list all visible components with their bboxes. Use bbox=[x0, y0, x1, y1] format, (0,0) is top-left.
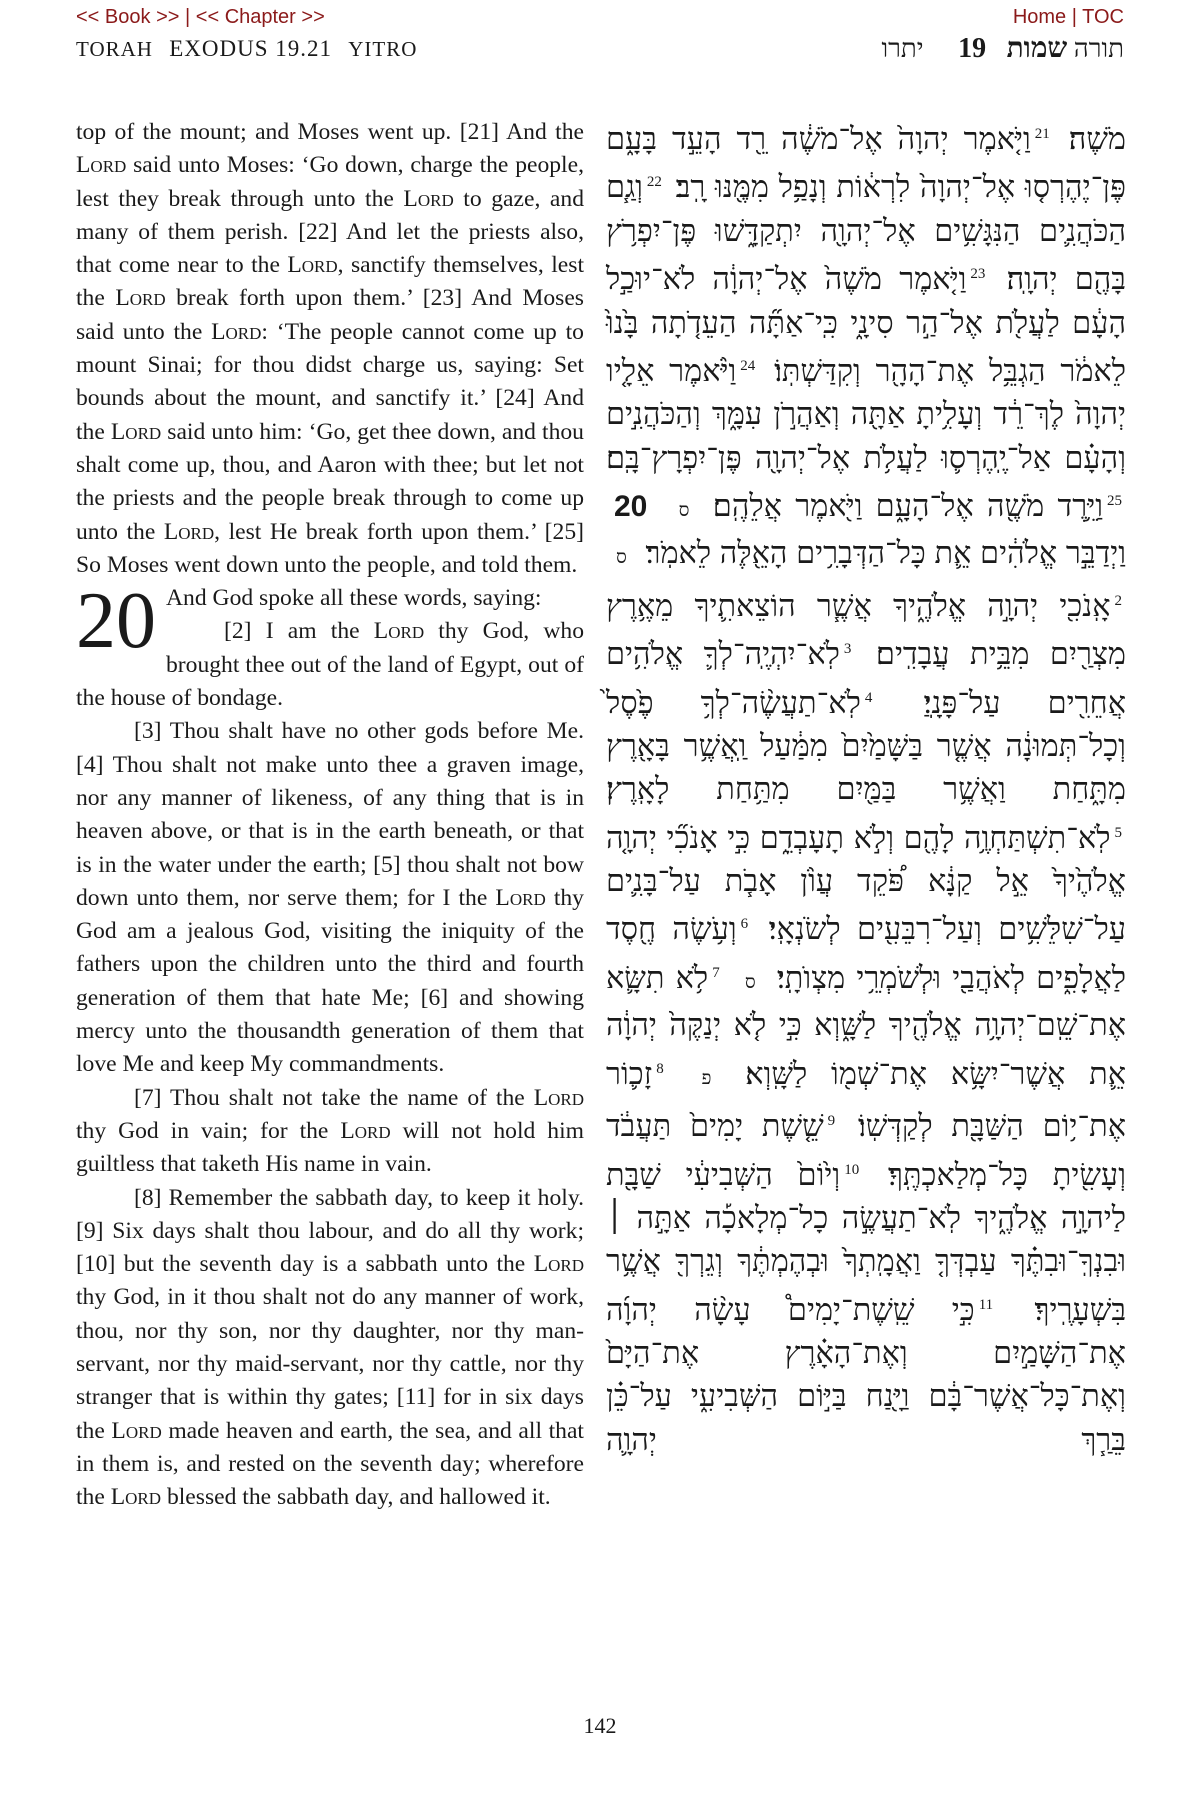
header-hebrew-book: שמות bbox=[1006, 33, 1068, 64]
english-paragraph: top of the mount; and Moses went up. [21] And the Lord said unto Moses: ‘Go down, charge the people, lest they break through unto the Lord to gaze, and many of them perish. [22] And let the priests also, that come near to the Lord, sanctify themselves, lest the Lord break forth upon them.’ [23] And Moses said unto the Lord: ‘The people cannot come up to mount Sinai; for thou didst charge us, saying: Set bounds about the mount, and sanctify it.’ [24] And the Lord said unto him: ‘Go, get thee down, and thou shalt come up, thou, and Aaron with thee; but let not the priests and the people break through to come up unto the Lord, lest He break forth upon them.’ [25] So Moses went down unto the people, and told them. bbox=[76, 119, 584, 578]
english-paragraph: [2] I am the Lord thy God, who brought thee out of the land of Egypt, out of the house of bondage. bbox=[76, 618, 585, 712]
toc-link[interactable]: TOC bbox=[1082, 5, 1124, 28]
verse-number: 22 bbox=[646, 174, 662, 191]
header-torah-label: TORAH bbox=[76, 37, 153, 61]
verse-number: 8 bbox=[656, 1060, 664, 1077]
verse-number: 21 bbox=[1034, 126, 1050, 142]
header-parasha-label: YITRO bbox=[348, 37, 418, 61]
nav-separator: | bbox=[185, 5, 191, 28]
book-chapter-nav bbox=[76, 6, 325, 29]
header-hebrew-chapter: 19 bbox=[958, 33, 987, 64]
prev-chapter-link[interactable]: << bbox=[195, 5, 220, 28]
english-running-head bbox=[76, 36, 417, 62]
running-header bbox=[76, 32, 1124, 66]
hebrew-running-head bbox=[881, 33, 1124, 65]
english-paragraph: 20 And God spoke all these words, saying: bbox=[76, 577, 542, 666]
verse-number: 25 bbox=[1107, 493, 1123, 509]
page-number: 142 bbox=[583, 1713, 617, 1738]
verse-number: 3 bbox=[843, 641, 852, 658]
home-link[interactable]: Home bbox=[1012, 5, 1067, 28]
hebrew-text-column: מֹשֶׁה׃ $^{21}$וַיֹּ֤אמֶר יְהוָה֙ אֶל־מֹשֶׁ֔ה רֵ֖ד הָעֵ֣ד בָּעָ֑ם פֶּן־יֶהֶרְס֤וּ אֶל־יְהוָה֙ לִרְא֔וֹת וְנָפַ֥ל מִמֶּ֖נּוּ רָֽב׃ $^{22}$וְגַ֧ם הַכֹּהֲנִ֛ים הַנִּגָּשִׁ֥ים אֶל־יְהוָ֖ה יִתְקַדָּ֑שׁוּ פֶּן־יִפְרֹ֥ץ בָּהֶ֖ם יְהוָֽה׃ $^{23}$וַיֹּ֤אמֶר מֹשֶׁה֙ אֶל־יְהוָ֔ה לֹא־יוּכַ֣ל הָעָ֔ם לַעֲלֹ֖ת אֶל־הַ֣ר סִינָ֑י כִּֽי־אַתָּ֞ה הַעֵדֹ֤תָה בָּ֙נוּ֙ לֵאמֹ֔ר הַגְבֵּ֥ל אֶת־הָהָ֖ר וְקִדַּשְׁתּֽוֹ׃ $^{24}$וַיֹּ֨אמֶר אֵלָ֤יו יְהוָה֙ לֶךְ־רֵ֔ד וְעָלִ֥יתָ אַתָּ֖ה וְאַהֲרֹ֣ן עִמָּ֑ךְ וְהַכֹּהֲנִ֣ים וְהָעָ֗ם אַל־יֶֽהֶרְס֛וּ לַעֲלֹ֥ת אֶל־יְהוָ֖ה פֶּן־יִפְרָץ־בָּֽם׃ $^{25}$וַיֵּ֥רֶד מֹשֶׁ֖ה אֶל־הָעָ֑ם וַיֹּ֖אמֶר אֲלֵהֶֽם׃ ס 20 וַיְדַבֵּ֣ר אֱלֹהִ֔ים אֵ֛ת כָּל־הַדְּבָרִ֥ים הָאֵ֖לֶּה לֵאמֹֽר׃ ס $^2$אָֽנֹכִ֖י יְהוָ֣ה אֱלֹהֶ֑יךָ אֲשֶׁ֧ר הוֹצֵאתִ֛יךָ מֵאֶ֥רֶץ מִצְרַ֖יִם מִבֵּ֥ית עֲבָדִֽים׃ $^3$לֹֽא־יִהְיֶֽה־לְךָ֛ אֱלֹהִ֥ים אֲחֵרִ֖ים עַל־פָּנָֽיַ׃ $^4$לֹֽא־תַעֲשֶׂ֨ה־לְךָ֥ פֶ֙סֶל֙ וְכָל־תְּמוּנָ֔ה אֲשֶׁ֤ר בַּשָּׁמַ֙יִם֙ מִמַּ֔עַל וַֽאֲשֶׁ֥ר בָּאָ֖רֶץ מִתָּ֑חַת וַאֲשֶׁ֥ר בַּמַּ֖יִם מִתַּ֥חַת לָאָֽרֶץ׃ $^5$לֹֽא־תִשְׁתַּחְוֶ֥ה לָהֶ֖ם וְלֹ֣א תָעָבְדֵ֑ם כִּ֣י אָנֹכִ֞י יְהוָ֤ה אֱלֹהֶ֙יךָ֙ אֵ֣ל קַנָּ֔א פֹּ֠קֵד עֲוֺ֨ן אָבֹ֧ת עַל־בָּנִ֛ים עַל־שִׁלֵּשִׁ֥ים וְעַל־רִבֵּעִ֖ים לְשֹׂנְאָֽי׃ $^6$וְעֹ֥שֶׂה חֶ֖סֶד לַאֲלָפִ֑ים לְאֹהֲבַ֖י וּלְשֹׁמְרֵ֥י מִצְוֺתָֽי׃ ס $^7$לֹ֥א תִשָּׂ֛א אֶת־שֵֽׁם־יְהוָ֥ה אֱלֹהֶ֖יךָ לַשָּׁ֑וְא כִּ֣י לֹ֤א יְנַקֶּה֙ יְהוָ֔ה אֵ֛ת אֲשֶׁר־יִשָּׂ֥א אֶת־שְׁמ֖וֹ לַשָּֽׁוְא׃ פ $^8$זָכ֛וֹר אֶת־י֥וֹם הַשַּׁבָּ֖ת לְקַדְּשֽׁוֹ׃ $^9$שֵׁ֤שֶׁת יָמִים֙ תַּעֲבֹ֔ד וְעָשִׂ֖יתָ כָּל־מְלַאכְתֶּֽךָ׃ $^{10}$וְי֙וֹם֙ הַשְּׁבִיעִ֔י שַׁבָּ֖ת לַיהוָ֣ה אֱלֹהֶ֑יךָ לֹֽא־תַעֲשֶׂ֣ה כָל־מְלָאכָ֡ה אַתָּ֣ה ׀ וּבִנְךָֽ־וּבִתֶּ֗ךָ עַבְדְּךָ֤ וַאֲמָֽתְךָ֙ וּבְהֶמְתֶּ֔ךָ וְגֵרְךָ֖ אֲשֶׁ֥ר בִּשְׁעָרֶֽיךָ׃ $^{11}$כִּ֣י שֵֽׁשֶׁת־יָמִים֩ עָשָׂ֨ה יְהוָ֜ה אֶת־הַשָּׁמַ֣יִם וְאֶת־הָאָ֗רֶץ אֶת־הַיָּם֙ וְאֶת־כָּל־אֲשֶׁר־בָּ֔ם וַיָּ֖נַח בַּיּ֣וֹם הַשְּׁבִיעִ֑י עַל־כֵּ֗ן בֵּרַ֧ךְ יְהוָ֛ה bbox=[606, 122, 1127, 1457]
verse-number: 11 bbox=[978, 1296, 994, 1313]
setuma-marker: ס bbox=[744, 972, 756, 994]
verse-number: 2 bbox=[1114, 592, 1122, 609]
english-paragraph: [3] Thou shalt have no other gods before Me. [4] Thou shalt not make unto thee a graven image, nor any manner of likeness, of any thing that is in heaven above, or that is in the earth beneath, or that is in the water under the earth; [5] thou shalt not bow down unto them, nor serve them; for I the Lord thy God am a jealous God, visiting the iniquity of the fathers upon the children unto the third and fourth generation of them that hate Me; [6] and showing mercy unto the thousandth generation of them that love Me and keep My commandments. bbox=[76, 718, 584, 1078]
verse-number: 6 bbox=[740, 916, 749, 933]
setuma-marker: ס bbox=[616, 547, 627, 569]
verse-number: 5 bbox=[1114, 824, 1122, 841]
nav-separator: | bbox=[1071, 5, 1077, 28]
verse-number: 7 bbox=[712, 964, 720, 981]
prev-book-link[interactable]: << bbox=[76, 5, 100, 28]
setuma-marker: ס bbox=[678, 500, 690, 522]
petucha-marker: פ bbox=[701, 1067, 712, 1089]
header-book-reference: EXODUS 19.21 bbox=[169, 36, 332, 61]
hebrew-chapter-number: 20 bbox=[614, 490, 648, 524]
verse-number: 23 bbox=[970, 266, 986, 283]
chapter-label: Chapter bbox=[224, 5, 296, 28]
home-toc-nav bbox=[1013, 6, 1124, 29]
english-paragraph: [7] Thou shalt not take the name of the Lord thy God in vain; for the Lord will not hold him guiltless that taketh His name in vain. bbox=[76, 1084, 584, 1178]
chapter-number: 20 bbox=[76, 577, 156, 666]
english-translation-column bbox=[76, 116, 584, 1514]
book-label: Book bbox=[104, 5, 151, 28]
english-paragraph: [8] Remember the sabbath day, to keep it holy. [9] Six days shalt thou labour, and do all thy work; [10] but the seventh day is a sabbath unto the Lord thy God, in it thou shalt not do any manner of work, thou, nor thy son, nor thy daughter, nor thy man-servant, nor thy maid-servant, nor thy cattle, nor thy stranger that is within thy gates; [11] for in six days the Lord made heaven and earth, the sea, and all that in them is, and rested on the seventh day; wherefore the Lord blessed the sabbath day, and hallowed it. bbox=[76, 1184, 584, 1511]
verse-number: 4 bbox=[864, 689, 873, 706]
header-hebrew-parasha: יתרו bbox=[881, 34, 924, 63]
verse-number: 24 bbox=[740, 357, 756, 374]
next-chapter-link[interactable]: >> bbox=[301, 5, 325, 28]
verse-number: 10 bbox=[844, 1161, 860, 1178]
next-book-link[interactable]: >> bbox=[156, 5, 180, 28]
verse-number: 9 bbox=[827, 1113, 836, 1130]
header-hebrew-torah: תורה bbox=[1073, 34, 1124, 63]
top-navigation bbox=[76, 4, 1124, 30]
